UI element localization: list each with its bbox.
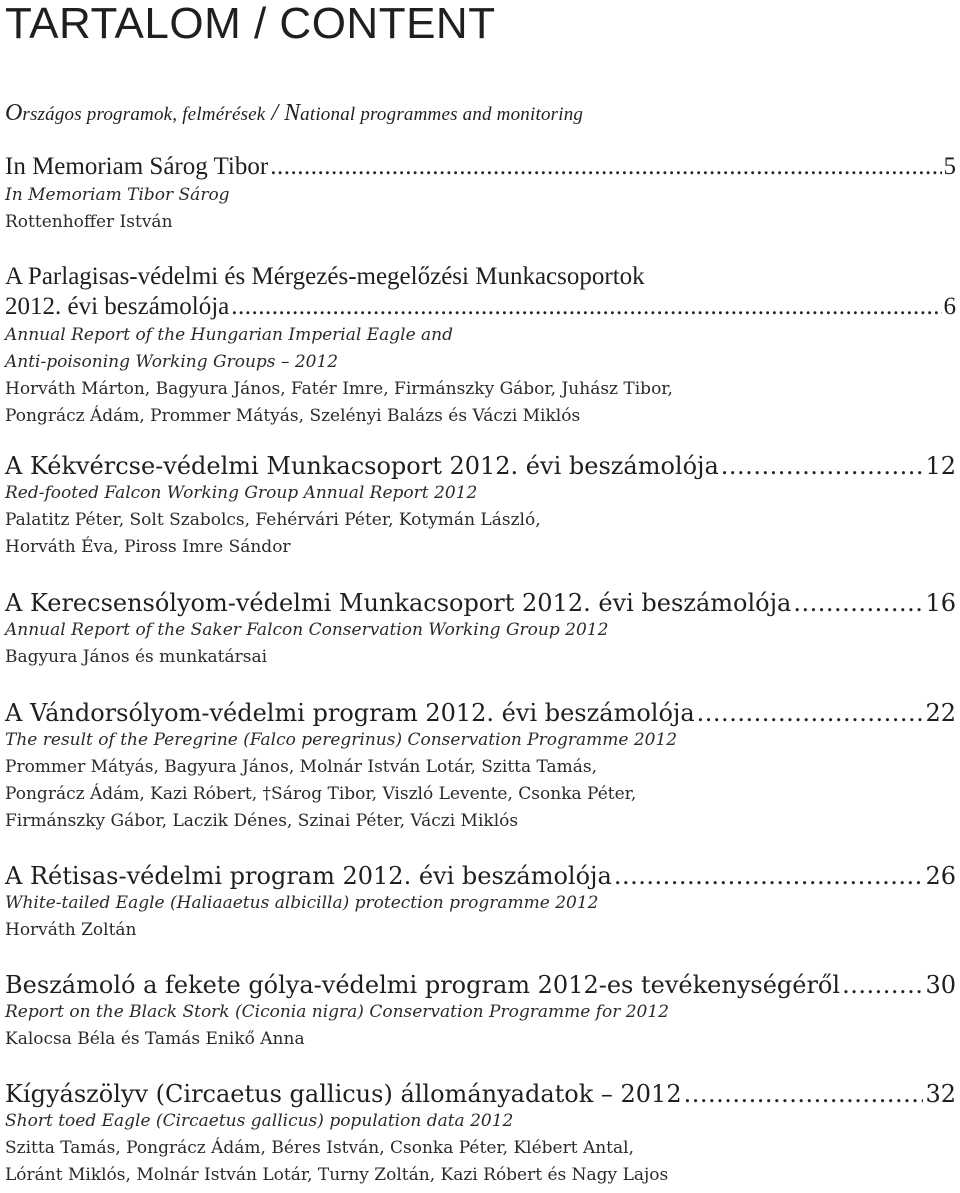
leader-dots: [697, 700, 924, 727]
toc-entry-red-footed-falcon[interactable]: [5, 453, 956, 561]
toc-entry-saker-falcon[interactable]: [5, 590, 956, 671]
entry-authors: Rottenhoffer István: [5, 212, 173, 232]
entry-authors: Horváth Zoltán: [5, 920, 137, 940]
toc-entry-white-tailed-eagle[interactable]: [5, 863, 956, 944]
leader-dots: [231, 292, 941, 322]
entry-subtitle: Anti-poisoning Working Groups – 2012: [5, 352, 339, 372]
entry-title-line: [5, 590, 956, 617]
entry-title: In Memoriam Sárog Tibor: [5, 153, 269, 180]
entry-authors: Szitta Tamás, Pongrácz Ádám, Béres István, Csonka Péter, Klébert Antal,: [5, 1138, 634, 1158]
entry-title: Beszámoló a fekete gólya-védelmi program 2012-es tevékenységéről: [5, 971, 841, 999]
entry-title-line: [5, 972, 956, 999]
entry-subtitle: White-tailed Eagle (Haliaaetus albicilla) protection programme 2012: [5, 893, 599, 913]
entry-authors: Horváth Márton, Bagyura János, Fatér Imre, Firmánszky Gábor, Juhász Tibor,: [5, 379, 673, 399]
entry-subtitle: Annual Report of the Hungarian Imperial Eagle and: [5, 325, 454, 345]
entry-title-line: [5, 700, 956, 727]
section-heading-hu-initial: O: [5, 100, 23, 126]
entry-subtitle: In Memoriam Tibor Sárog: [5, 185, 230, 205]
leader-dots: [270, 152, 941, 182]
entry-authors: Palatitz Péter, Solt Szabolcs, Fehérvári Péter, Kotymán László,: [5, 510, 541, 530]
entry-title: 2012. évi beszámolója: [5, 293, 230, 320]
entry-subtitle: Short toed Eagle (Circaetus gallicus) population data 2012: [5, 1111, 514, 1131]
entry-page-number: 12: [925, 452, 956, 480]
entry-title: A Rétisas-védelmi program 2012. évi beszámolója: [5, 862, 612, 890]
leader-dots: [614, 863, 924, 890]
section-heading-en-initial: N: [284, 100, 301, 126]
entry-authors: Pongrácz Ádám, Prommer Mátyás, Szelényi Balázs és Váczi Miklós: [5, 406, 581, 426]
entry-page-number: 30: [925, 971, 956, 999]
entry-page-number: 16: [925, 589, 956, 617]
entry-page-number: 26: [925, 862, 956, 890]
section-heading-hu-rest: rszágos programok, felmérések: [22, 104, 266, 125]
entry-authors: Pongrácz Ádám, Kazi Róbert, †Sárog Tibor, Viszló Levente, Csonka Péter,: [5, 784, 637, 804]
entry-title: A Vándorsólyom-védelmi program 2012. évi beszámolója: [5, 699, 695, 727]
entry-title-line: [5, 863, 956, 890]
entry-title-line: [5, 292, 956, 322]
leader-dots: [721, 453, 924, 480]
leader-dots: [793, 590, 923, 617]
entry-authors: Bagyura János és munkatársai: [5, 647, 268, 667]
entry-page-number: 22: [925, 699, 956, 727]
entry-authors: Firmánszky Gábor, Laczik Dénes, Szinai Péter, Váczi Miklós: [5, 811, 519, 831]
entry-title: Kígyászölyv (Circaetus gallicus) állományadatok – 2012: [5, 1080, 682, 1108]
entry-page-number: 32: [925, 1080, 956, 1108]
toc-entry-memoriam[interactable]: [5, 152, 956, 236]
entry-subtitle: Annual Report of the Saker Falcon Conservation Working Group 2012: [5, 620, 609, 640]
entry-authors: Kalocsa Béla és Tamás Enikő Anna: [5, 1029, 305, 1049]
entry-authors: Horváth Éva, Piross Imre Sándor: [5, 537, 291, 557]
entry-page-number: 5: [943, 153, 956, 180]
entry-authors: Lóránt Miklós, Molnár István Lotár, Turny Zoltán, Kazi Róbert és Nagy Lajos: [5, 1165, 669, 1185]
entry-authors: Prommer Mátyás, Bagyura János, Molnár István Lotár, Szitta Tamás,: [5, 757, 598, 777]
toc-entry-short-toed-eagle[interactable]: [5, 1081, 956, 1189]
entry-title-line-1: A Parlagisas-védelmi és Mérgezés-megelőzési Munkacsoportok: [5, 263, 645, 290]
section-heading: [5, 95, 583, 133]
entry-subtitle: Report on the Black Stork (Ciconia nigra) Conservation Programme for 2012: [5, 1002, 669, 1022]
entry-title: A Kerecsensólyom-védelmi Munkacsoport 2012. évi beszámolója: [5, 589, 792, 617]
toc-entry-peregrine[interactable]: [5, 700, 956, 835]
entry-title-line: [5, 1081, 956, 1108]
entry-title-line: [5, 152, 956, 182]
entry-subtitle: The result of the Peregrine (Falco peregrinus) Conservation Programme 2012: [5, 730, 678, 750]
toc-entry-black-stork[interactable]: [5, 972, 956, 1053]
entry-page-number: 6: [943, 293, 956, 320]
entry-title-line: [5, 453, 956, 480]
entry-title: A Kékvércse-védelmi Munkacsoport 2012. évi beszámolója: [5, 452, 719, 480]
toc-entry-imperial-eagle[interactable]: [5, 262, 956, 430]
leader-dots: [842, 972, 923, 999]
page-title: TARTALOM / CONTENT: [5, 0, 496, 48]
entry-subtitle: Red-footed Falcon Working Group Annual Report 2012: [5, 483, 478, 503]
leader-dots: [684, 1081, 924, 1108]
section-heading-separator: /: [265, 100, 285, 126]
section-heading-en-rest: ational programmes and monitoring: [300, 104, 584, 125]
